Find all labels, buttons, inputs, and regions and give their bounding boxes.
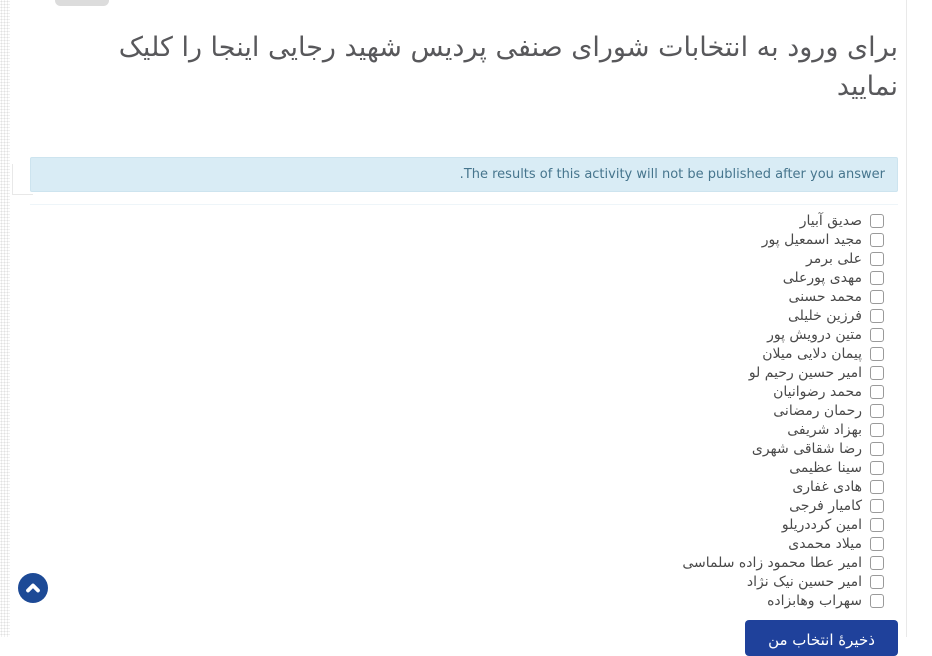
option-checkbox[interactable] <box>870 347 884 361</box>
option-label[interactable]: کامیار فرجی <box>789 497 862 514</box>
save-choice-button[interactable]: ذخیرهٔ انتخاب من <box>745 620 898 656</box>
option-checkbox[interactable] <box>870 385 884 399</box>
option-label[interactable]: میلاد محمدی <box>788 535 862 552</box>
option-checkbox[interactable] <box>870 556 884 570</box>
option-checkbox[interactable] <box>870 290 884 304</box>
option-label[interactable]: متین درویش پور <box>767 326 862 343</box>
results-info-text: The results of this activity will not be published after you answer. <box>459 167 885 182</box>
option-checkbox[interactable] <box>870 233 884 247</box>
chevron-up-icon <box>23 578 43 598</box>
option-checkbox[interactable] <box>870 271 884 285</box>
top-edge-tab <box>55 0 109 6</box>
option-label[interactable]: امیر عطا محمود زاده سلماسی <box>682 554 862 571</box>
choice-option-row <box>682 363 884 382</box>
choice-option-row <box>682 325 884 344</box>
option-checkbox[interactable] <box>870 461 884 475</box>
option-checkbox[interactable] <box>870 518 884 532</box>
election-heading-link[interactable]: برای ورود به انتخابات شورای صنفی پردیس شهید رجایی اینجا را کلیک نمایید <box>118 32 898 103</box>
option-checkbox[interactable] <box>870 480 884 494</box>
choice-option-row <box>682 249 884 268</box>
option-label[interactable]: امیر حسین نیک نژاد <box>746 573 862 590</box>
choice-option-row <box>682 382 884 401</box>
choice-option-row <box>682 287 884 306</box>
option-checkbox[interactable] <box>870 309 884 323</box>
choice-option-row <box>682 439 884 458</box>
option-checkbox[interactable] <box>870 537 884 551</box>
option-checkbox[interactable] <box>870 423 884 437</box>
back-to-top-button[interactable] <box>18 573 48 603</box>
option-checkbox[interactable] <box>870 328 884 342</box>
choice-option-row <box>682 515 884 534</box>
option-label[interactable]: امیر حسین رحیم لو <box>748 364 862 381</box>
left-edge-texture <box>0 0 10 637</box>
option-checkbox[interactable] <box>870 499 884 513</box>
option-label[interactable]: محمد رضوانیان <box>773 383 862 400</box>
option-label[interactable]: پیمان دلایی میلان <box>762 345 862 362</box>
option-label[interactable]: سهراب وهابزاده <box>767 592 862 609</box>
option-label[interactable]: علی برمر <box>806 250 862 267</box>
choice-option-row <box>682 344 884 363</box>
choice-option-row <box>682 306 884 325</box>
choice-option-row <box>682 591 884 610</box>
option-checkbox[interactable] <box>870 594 884 608</box>
option-label[interactable]: رضا شقاقی شهری <box>751 440 862 457</box>
option-label[interactable]: صدیق آبیار <box>799 212 862 229</box>
option-label[interactable]: مهدی پورعلی <box>782 269 862 286</box>
option-checkbox[interactable] <box>870 366 884 380</box>
choice-options-list <box>682 211 884 610</box>
choice-option-row <box>682 230 884 249</box>
option-checkbox[interactable] <box>870 252 884 266</box>
choice-option-row <box>682 572 884 591</box>
right-edge-divider <box>906 0 907 637</box>
choice-option-row <box>682 268 884 287</box>
results-info-alert <box>30 157 898 192</box>
choice-option-row <box>682 496 884 515</box>
choice-option-row <box>682 553 884 572</box>
choice-option-row <box>682 534 884 553</box>
option-checkbox[interactable] <box>870 575 884 589</box>
choice-option-row <box>682 420 884 439</box>
option-label[interactable]: امین کرددریلو <box>781 516 862 533</box>
option-label[interactable]: هادی غفاری <box>792 478 862 495</box>
choice-option-row <box>682 477 884 496</box>
option-label[interactable]: رحمان رمضانی <box>773 402 862 419</box>
option-label[interactable]: مجید اسمعیل پور <box>761 231 862 248</box>
option-label[interactable]: فرزین خلیلی <box>788 307 862 324</box>
option-checkbox[interactable] <box>870 442 884 456</box>
choice-option-row <box>682 458 884 477</box>
option-label[interactable]: محمد حسنی <box>788 288 862 305</box>
option-checkbox[interactable] <box>870 214 884 228</box>
option-checkbox[interactable] <box>870 404 884 418</box>
choice-option-row <box>682 211 884 230</box>
option-label[interactable]: سینا عظیمی <box>789 459 862 476</box>
choice-option-row <box>682 401 884 420</box>
option-label[interactable]: بهزاد شریفی <box>787 421 862 438</box>
infobox-underline <box>30 204 898 205</box>
